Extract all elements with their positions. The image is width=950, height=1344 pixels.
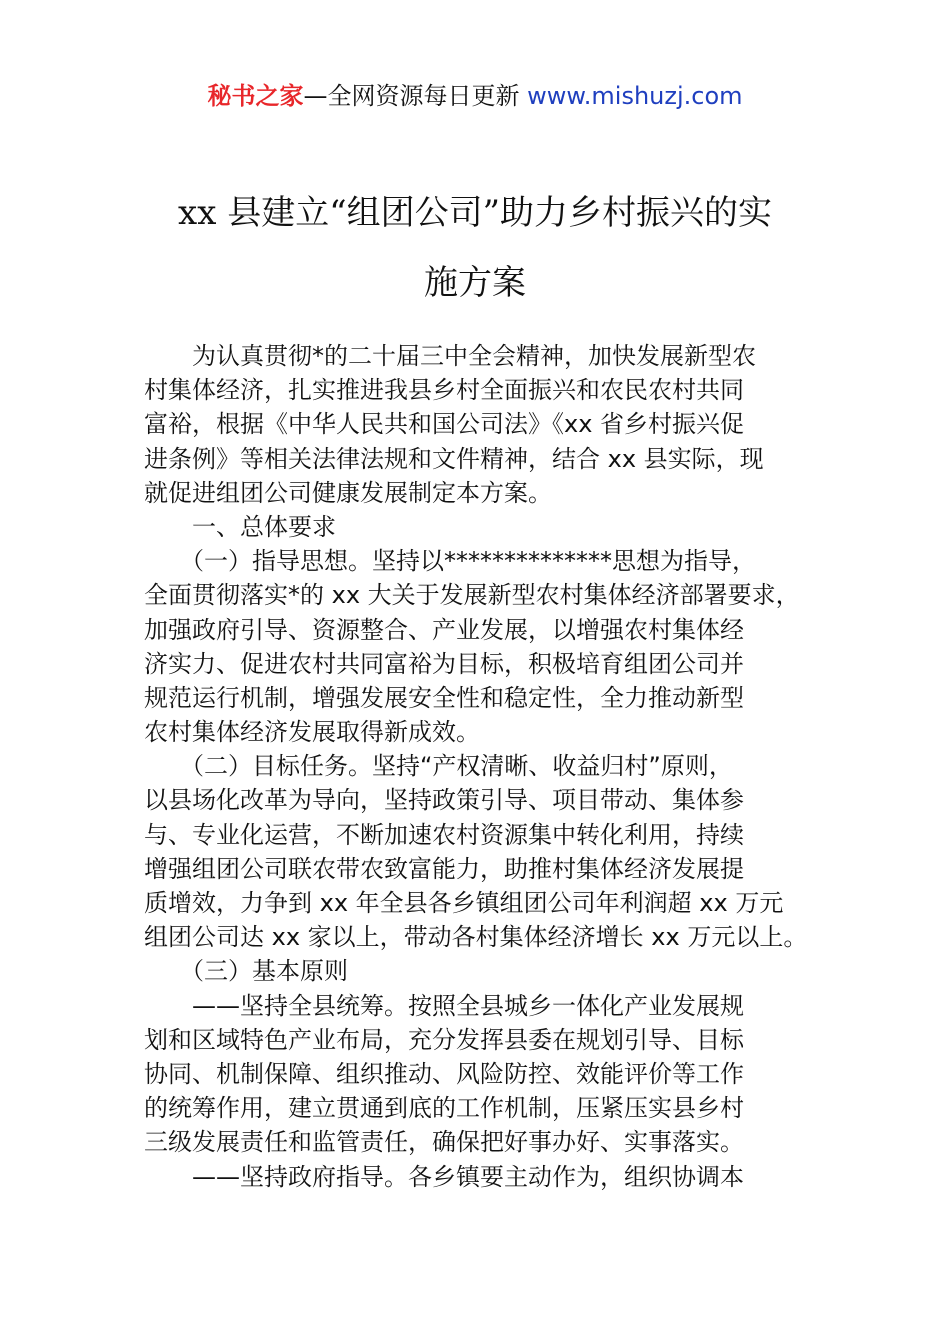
body-text-line: （一）指导思想。坚持以**************思想为指导， xyxy=(144,547,756,576)
title-line: xx 县建立“组团公司”助力乡村振兴的实 xyxy=(178,193,772,233)
body-text-line: 的统筹作用，建立贯通到底的工作机制，压紧压实县乡村 xyxy=(144,1094,744,1123)
body-text-line: 协同、机制保障、组织推动、风险防控、效能评价等工作 xyxy=(144,1059,744,1088)
document-title xyxy=(100,178,850,318)
site-slogan: —全网资源每日更新 xyxy=(303,82,528,110)
body-text-line: 村集体经济，扎实推进我县乡村全面振兴和农民农村共同 xyxy=(144,376,744,405)
body-text-line: 一、总体要求 xyxy=(144,512,336,541)
body-text-line: 组团公司达 xx 家以上，带动各村集体经济增长 xx 万元以上。 xyxy=(144,923,808,952)
site-header xyxy=(0,80,950,112)
body-text-line: ——坚持全县统筹。按照全县城乡一体化产业发展规 xyxy=(144,991,744,1020)
body-text-line: 为认真贯彻*的二十届三中全会精神，加快发展新型农 xyxy=(144,342,756,370)
body-text-line: 富裕，根据《中华人民共和国公司法》《xx 省乡村振兴促 xyxy=(144,410,745,439)
body-text-line: 农村集体经济发展取得新成效。 xyxy=(144,718,480,747)
body-text-line: 全面贯彻落实*的 xx 大关于发展新型农村集体经济部署要求， xyxy=(144,581,800,610)
body-text-line: 与、专业化运营，不断加速农村资源集中转化利用，持续 xyxy=(144,820,744,849)
body-text-line: 质增效，力争到 xx 年全县各乡镇组团公司年利润超 xx 万元 xyxy=(144,889,784,917)
body-text-line: 就促进组团公司健康发展制定本方案。 xyxy=(144,478,552,507)
body-text-line: 加强政府引导、资源整合、产业发展，以增强农村集体经 xyxy=(144,615,744,644)
document-body xyxy=(144,339,834,1194)
body-text-line: 进条例》等相关法律法规和文件精神，结合 xx 县实际，现 xyxy=(144,444,764,473)
body-text-line: ——坚持政府指导。各乡镇要主动作为，组织协调本 xyxy=(144,1162,744,1191)
site-url-link[interactable]: www.mishuzj.com xyxy=(527,82,743,110)
site-brand: 秘书之家 xyxy=(207,82,304,110)
body-text-line: （二）目标任务。坚持“产权清晰、收益归村”原则， xyxy=(144,752,733,781)
body-text-line: 济实力、促进农村共同富裕为目标，积极培育组团公司并 xyxy=(144,649,744,678)
body-text-line: 三级发展责任和监管责任，确保把好事办好、实事落实。 xyxy=(144,1128,744,1157)
title-line: 施方案 xyxy=(424,263,526,303)
body-text-line: 增强组团公司联农带农致富能力，助推村集体经济发展提 xyxy=(144,854,744,883)
body-text-line: 以县场化改革为导向，坚持政策引导、项目带动、集体参 xyxy=(144,786,744,815)
body-text-line: 规范运行机制，增强发展安全性和稳定性，全力推动新型 xyxy=(144,683,744,712)
body-text-line: 划和区域特色产业布局，充分发挥县委在规划引导、目标 xyxy=(144,1025,744,1054)
body-text-line: （三）基本原则 xyxy=(144,957,348,986)
